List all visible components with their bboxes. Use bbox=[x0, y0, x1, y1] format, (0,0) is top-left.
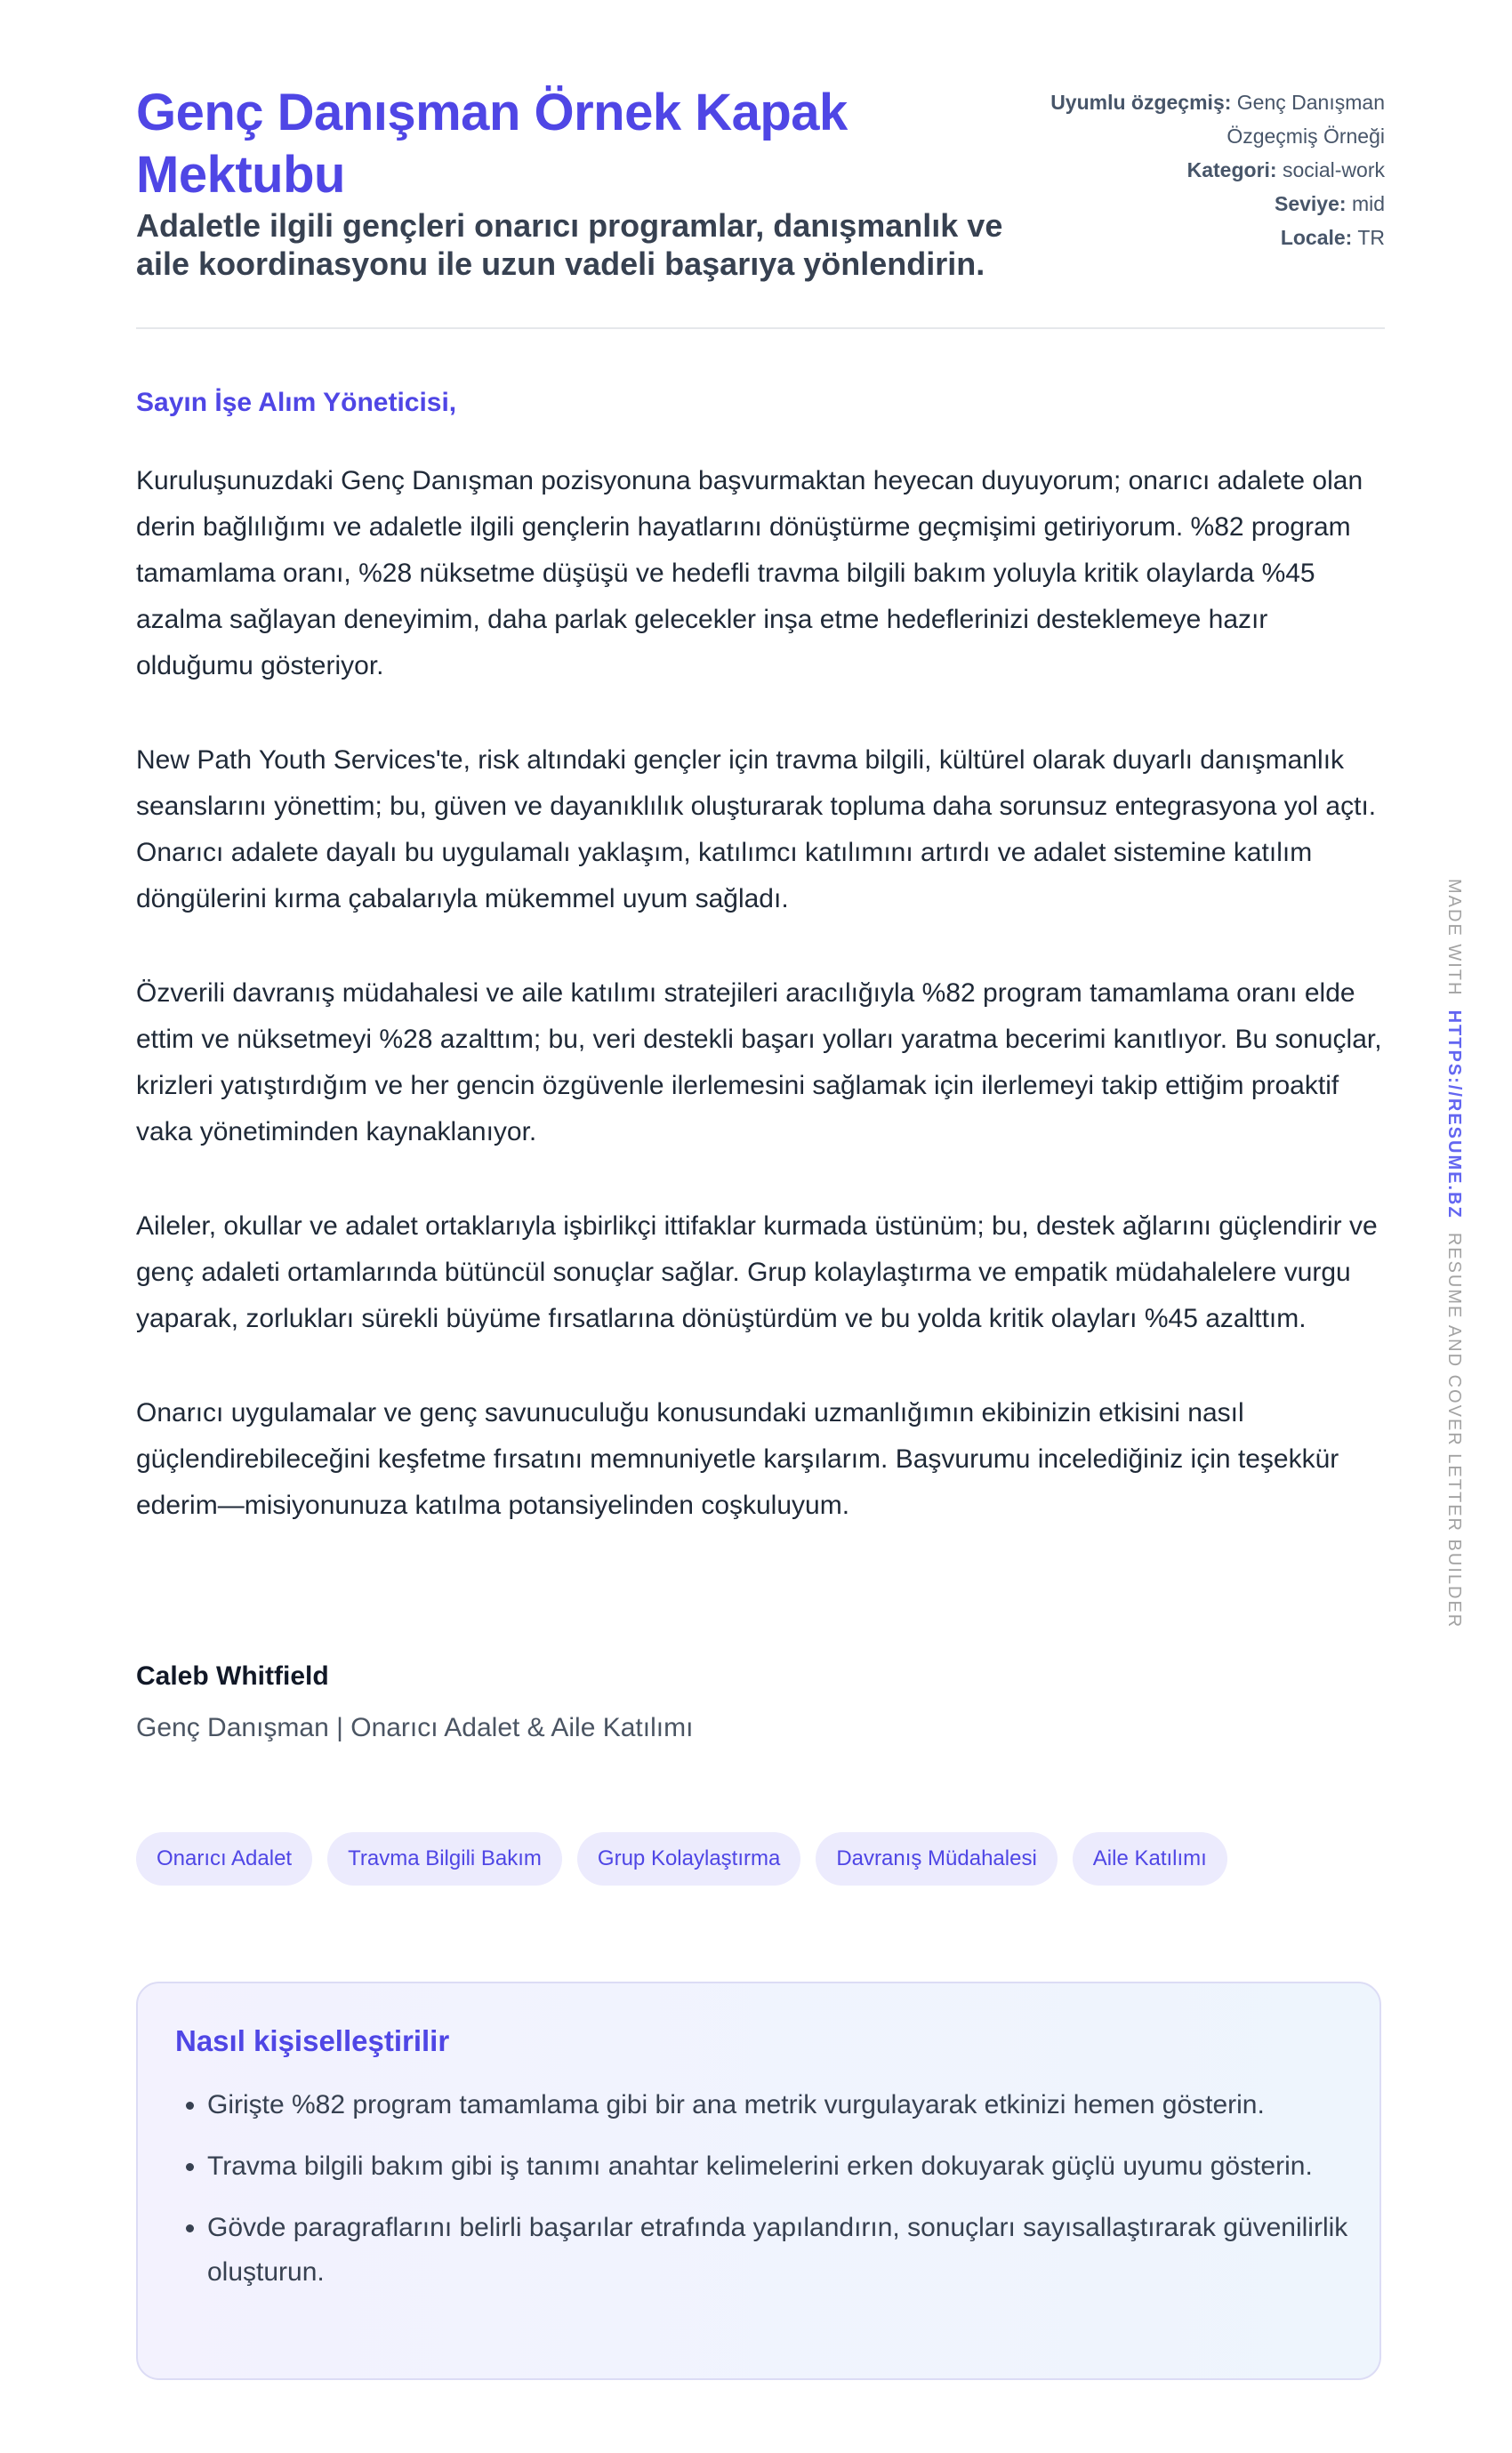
signature-title: Genç Danışman | Onarıcı Adalet & Aile Katılımı bbox=[136, 1713, 694, 1742]
skill-tag: Travma Bilgili Bakım bbox=[327, 1832, 562, 1886]
tips-list bbox=[175, 2083, 1355, 2312]
watermark-link[interactable]: HTTPS://RESUME.BZ bbox=[1444, 1009, 1464, 1219]
meta-level bbox=[993, 187, 1385, 221]
skill-tag: Davranış Müdahalesi bbox=[816, 1832, 1057, 1886]
tip-item: • Travma bilgili bakım gibi iş tanımı anahtar kelimelerini erken dokuyarak güçlü uyumu gösterin. bbox=[207, 2144, 1355, 2189]
watermark-prefix: MADE WITH bbox=[1444, 879, 1464, 997]
skill-tag: Aile Katılımı bbox=[1073, 1832, 1227, 1886]
personalization-tips bbox=[136, 1982, 1381, 2380]
meta-label: Uyumlu özgeçmiş: bbox=[1050, 91, 1232, 114]
meta-compatible-resume bbox=[993, 85, 1385, 153]
watermark bbox=[1444, 879, 1464, 1629]
watermark-suffix: RESUME AND COVER LETTER BUILDER bbox=[1444, 1232, 1464, 1629]
cover-letter-page bbox=[136, 0, 1385, 2287]
meta-label: Seviye: bbox=[1274, 192, 1347, 215]
meta-locale bbox=[993, 221, 1385, 254]
page-subtitle: Adaletle ilgili gençleri onarıcı programlar, danışmanlık ve aile koordinasyonu ile uzun vadeli başarıya yönlendirin. bbox=[136, 207, 1003, 282]
letter-paragraph: Onarıcı uygulamalar ve genç savunuculuğu konusundaki uzmanlığımın ekibinizin etkisini nasıl güçlendirebileceğini keşfetme fırsatını memnuniyetle karşılarım. Başvurumu incelediğiniz için teşekkür ederim—misiyonunuza katılma potansiyelinden coşkuluyum. bbox=[136, 1398, 1339, 1520]
page-title: Genç Danışman Örnek Kapak Mektubu bbox=[136, 84, 848, 204]
letter-paragraph: New Path Youth Services'te, risk altındaki gençler için travma bilgili, kültürel olarak duyarlı danışmanlık seanslarını yönettim; bu, güven ve dayanıklılık oluşturarak topluma daha sorunsuz entegrasyona yol açtı. Onarıcı adalete dayalı bu uygulamalı yaklaşım, katılımcı katılımını artırdı ve adalet sistemine katılım döngülerini kırma çabalarıyla mükemmel uyum sağladı. bbox=[136, 745, 1377, 913]
meta-value: Genç Danışman Özgeçmiş Örneği bbox=[1226, 91, 1385, 148]
letter-paragraph: Aileler, okullar ve adalet ortaklarıyla işbirlikçi ittifaklar kurmada üstünüm; bu, destek ağlarını güçlendirir ve genç adaleti ortamlarında bütüncül sonuçlar sağlar. Grup kolaylaştırma ve empatik müdahalelere vurgu yaparak, zorlukları sürekli büyüme fırsatlarına dönüştürdüm ve bu yolda kritik olayları %45 azalttım. bbox=[136, 1211, 1378, 1333]
skill-tag: Onarıcı Adalet bbox=[136, 1832, 312, 1886]
letter-paragraph: Kuruluşunuzdaki Genç Danışman pozisyonuna başvurmaktan heyecan duyuyorum; onarıcı adalete olan derin bağlılığımı ve adaletle ilgili gençlerin hayatlarını dönüştürme geçmişimi getiriyorum. %82 program tamamlama oranı, %28 nüksetme düşüşü ve hedefli travma bilgili bakım yoluyla kritik olaylarda %45 azalma sağlayan deneyimim, daha parlak gelecekler inşa etme hedeflerinizi desteklemeye hazır olduğumu gösteriyor. bbox=[136, 466, 1363, 680]
meta-label: Locale: bbox=[1280, 226, 1353, 249]
meta-label: Kategori: bbox=[1186, 158, 1277, 181]
tip-item: • Gövde paragraflarını belirli başarılar etrafında yapılandırın, sonuçları sayısallaştırarak güvenilirlik oluşturun. bbox=[207, 2206, 1355, 2295]
meta-value: social-work bbox=[1282, 158, 1385, 181]
signature-name: Caleb Whitfield bbox=[136, 1661, 329, 1691]
skill-tag: Grup Kolaylaştırma bbox=[577, 1832, 800, 1886]
header bbox=[136, 0, 1385, 329]
tip-item: • Girişte %82 program tamamlama gibi bir ana metrik vurgulayarak etkinizi hemen gösterin. bbox=[207, 2083, 1355, 2127]
meta-category bbox=[993, 153, 1385, 187]
tips-title: Nasıl kişiselleştirilir bbox=[175, 2024, 450, 2057]
meta-value: TR bbox=[1357, 226, 1385, 249]
letter-paragraph: Özverili davranış müdahalesi ve aile katılımı stratejileri aracılığıyla %82 program tamamlama oranı elde ettim ve nüksetmeyi %28 azalttım; bu, veri destekli başarı yolları yaratma becerimi kanıtlıyor. Bu sonuçlar, krizleri yatıştırdığım ve her gencin özgüvenle ilerlemesini sağlamak için ilerlemeyi takip ettiğim proaktif vaka yönetiminden kaynaklanıyor. bbox=[136, 978, 1382, 1146]
letter-body bbox=[136, 458, 1385, 1577]
letter-greeting: Sayın İşe Alım Yöneticisi, bbox=[136, 388, 457, 417]
meta-value: mid bbox=[1351, 192, 1385, 215]
meta-info bbox=[993, 85, 1385, 254]
skill-tags bbox=[136, 1832, 1227, 1886]
